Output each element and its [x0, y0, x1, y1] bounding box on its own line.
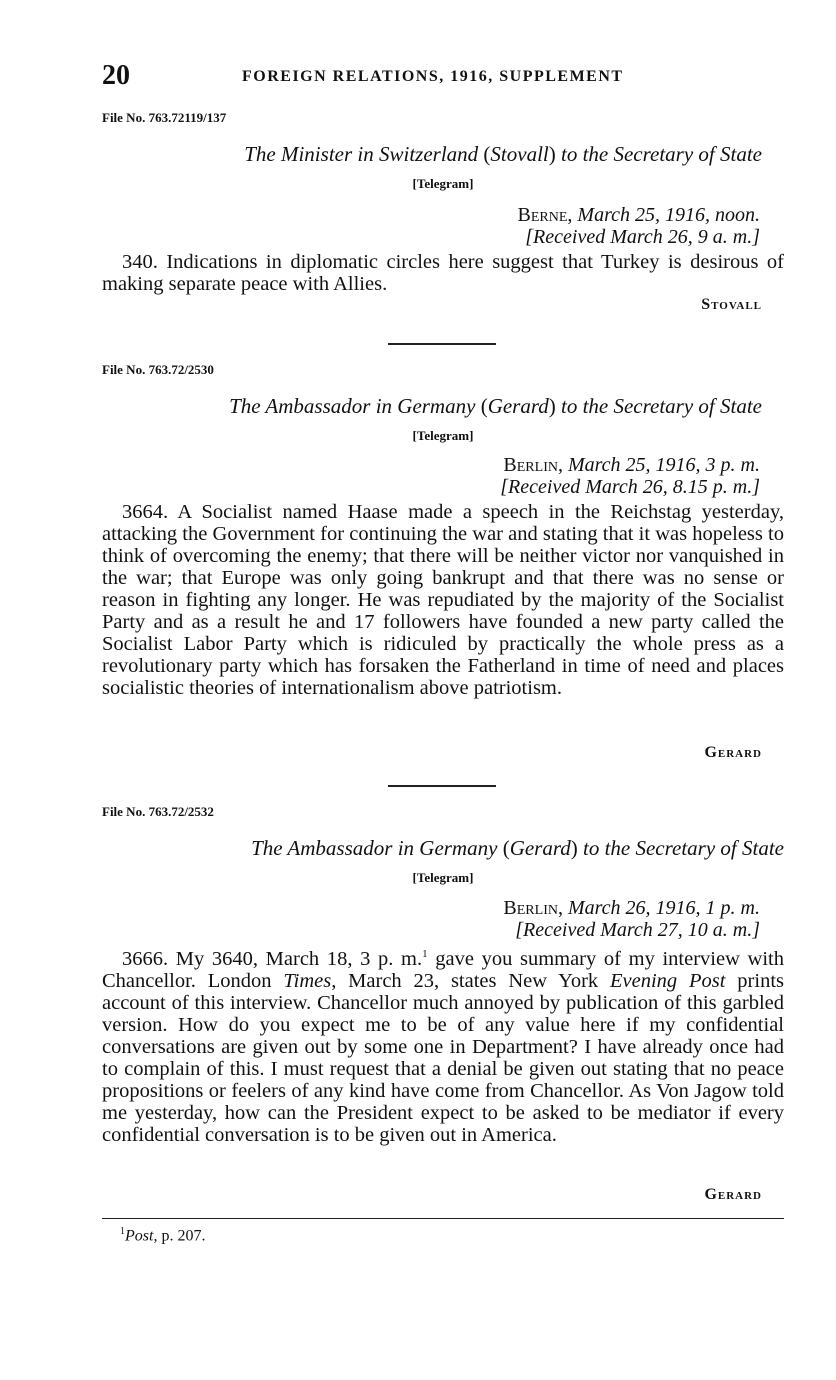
- dateline: [503, 897, 760, 941]
- signature: Gerard: [704, 1186, 762, 1203]
- body-text-1: 3666. My 3640, March 18, 3 p. m.: [122, 947, 423, 970]
- title-recipient: to the Secretary of State: [583, 836, 784, 860]
- running-head: FOREIGN RELATIONS, 1916, SUPPLEMENT: [242, 68, 624, 85]
- body-paragraph: 340. Indications in diplomatic circles here suggest that Turkey is desirous of making separate peace with Allies.: [102, 251, 784, 295]
- section-divider: [388, 343, 496, 345]
- dateline: [518, 204, 760, 248]
- title-sender: The Minister in Switzerland: [244, 142, 479, 166]
- title-name: Gerard: [487, 394, 549, 418]
- signature: Gerard: [704, 744, 762, 761]
- body-text-3: , March 23, states New York: [331, 969, 611, 992]
- file-number: File No. 763.72/2530: [102, 362, 214, 377]
- telegram-body: [102, 251, 784, 295]
- footnote: [120, 1226, 205, 1245]
- document-title: The Ambassador in Germany (Gerard) to the Secretary of State: [251, 836, 784, 860]
- section-divider: [388, 785, 496, 787]
- title-recipient: to the Secretary of State: [561, 142, 762, 166]
- dateline-place: Berlin,: [503, 454, 563, 476]
- dateline-received: [Received March 26, 8.15 p. m.]: [500, 476, 760, 498]
- dateline-date: March 25, 1916, 3 p. m.: [567, 454, 760, 476]
- title-name: Gerard: [509, 836, 571, 860]
- telegram-label: [Telegram]: [412, 870, 474, 885]
- body-paragraph: 3664. A Socialist named Haase made a speech in the Reichstag yesterday, attacking the Government for continuing the war and stating that it was hopeless to think of overcoming the enemy; that there will be neither victor nor vanquished in the war; that Europe was only going bankrupt and that there was no sense or reason in fighting any longer. He was repudiated by the majority of the Socialist Party and as a result he and 17 followers have founded a new party called the Socialist Labor Party which is ridiculed by practically the whole press as a revolutionary party which has forsaken the Fatherland in time of need and places socialistic theories of internationalism above patriotism.: [102, 501, 784, 699]
- title-name: Stovall: [490, 142, 549, 166]
- footnote-ref: Post: [125, 1227, 154, 1245]
- document-title: The Minister in Switzerland (Stovall) to the Secretary of State: [244, 142, 762, 166]
- footnote-mark: 1: [120, 1226, 125, 1237]
- signature: Stovall: [701, 296, 762, 313]
- telegram-label: [Telegram]: [412, 176, 474, 191]
- newspaper-title: Times: [283, 969, 332, 992]
- title-sender: The Ambassador in Germany: [251, 836, 498, 860]
- dateline-date: March 26, 1916, 1 p. m.: [567, 897, 760, 919]
- dateline-received: [Received March 27, 10 a. m.]: [515, 919, 760, 941]
- dateline-date: March 25, 1916, noon.: [577, 204, 760, 226]
- document-title: The Ambassador in Germany (Gerard) to the Secretary of State: [229, 394, 762, 418]
- page-number: 20: [102, 60, 130, 91]
- page-header: [102, 60, 784, 94]
- telegram-body: [102, 943, 784, 1146]
- dateline-place: Berne,: [517, 204, 573, 226]
- dateline-place: Berlin,: [503, 897, 563, 919]
- body-text-4: prints account of this interview. Chancellor much annoyed by publication of this garbled version. How do you expect me to be of any value here if my confidential conversations are given out by some one in Department? I have already once had to complain of this. I must request that a denial be given out stating that no peace propositions or feelers of any kind have come from Chancellor. As Von Jagow told me yesterday, how can the President expect to be asked to be mediator if every confidential conversation is to be given out in America.: [102, 969, 784, 1146]
- body-text-2: gave you summary of my interview with Chancellor. London: [102, 947, 784, 992]
- file-number: File No. 763.72119/137: [102, 110, 227, 125]
- newspaper-title: Evening Post: [610, 969, 726, 992]
- telegram-body: [102, 501, 784, 699]
- dateline-received: [Received March 26, 9 a. m.]: [525, 226, 760, 248]
- title-sender: The Ambassador in Germany: [229, 394, 476, 418]
- title-recipient: to the Secretary of State: [561, 394, 762, 418]
- telegram-label: [Telegram]: [412, 428, 474, 443]
- dateline: [500, 454, 760, 498]
- file-number: File No. 763.72/2532: [102, 804, 214, 819]
- footnote-text: , p. 207.: [153, 1227, 206, 1245]
- body-paragraph: [102, 943, 784, 1146]
- footnote-reference[interactable]: 1: [422, 948, 428, 960]
- footnote-rule: [102, 1218, 784, 1219]
